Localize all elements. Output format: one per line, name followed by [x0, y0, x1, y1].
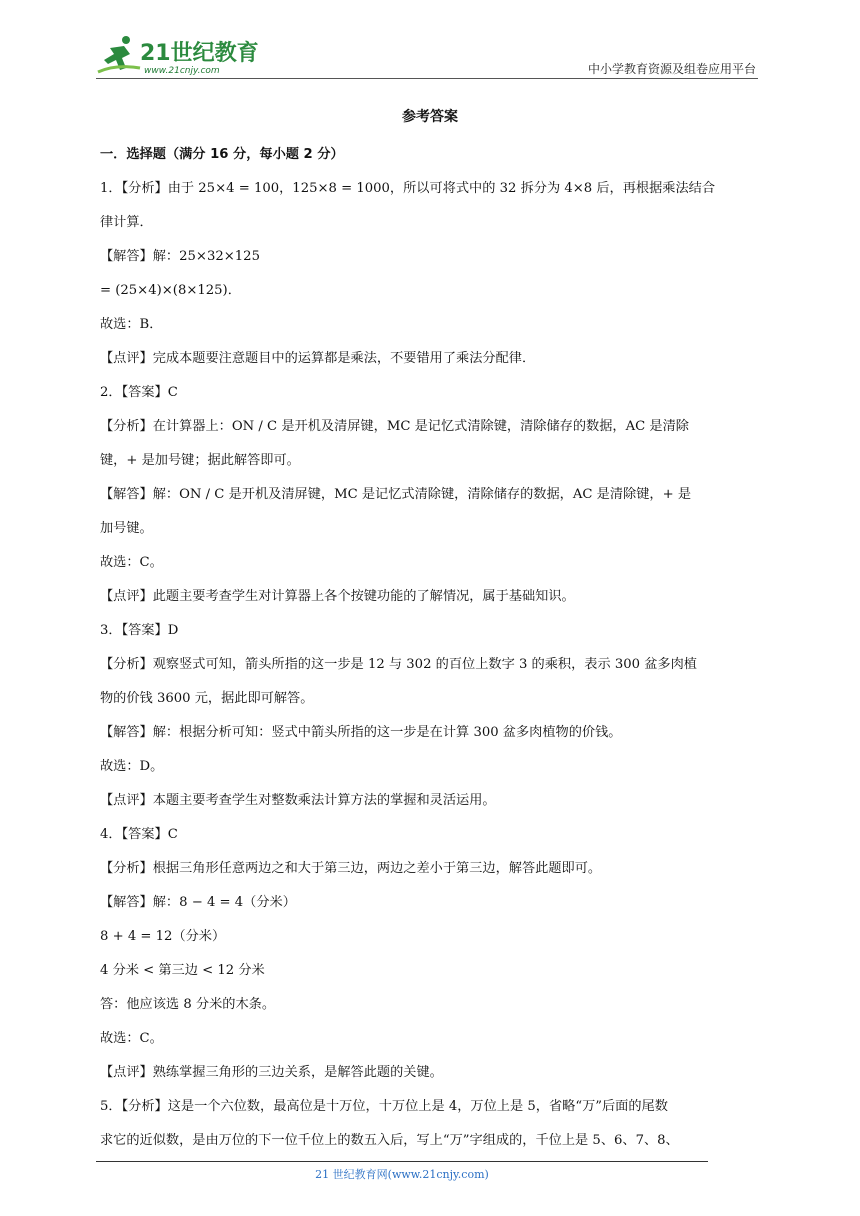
text-line: 加号键。 — [100, 521, 153, 536]
text-line: 【点评】完成本题要注意题目中的运算都是乘法，不要错用了乘法分配律． — [100, 351, 536, 366]
text-line: 故选：C。 — [100, 1031, 163, 1046]
text-line: 3．【答案】D — [100, 623, 179, 638]
text-line: 故选：B． — [100, 317, 163, 332]
page-header — [0, 0, 860, 80]
logo-url: www.21cnjy.com — [144, 66, 220, 76]
text-line: 【解答】解：根据分析可知：竖式中箭头所指的这一步是在计算 300 盆多肉植物的价钱。 — [100, 725, 622, 740]
text-line: 【点评】熟练掌握三角形的三边关系，是解答此题的关键。 — [100, 1065, 443, 1080]
text-line: 2．【答案】C — [100, 385, 178, 400]
text-line: 【点评】本题主要考查学生对整数乘法计算方法的掌握和灵活运用。 — [100, 793, 496, 808]
header-divider — [96, 78, 758, 79]
text-line: 【解答】解：25×32×125 — [100, 249, 260, 264]
text-line: 8 + 4 = 12（分米） — [100, 929, 226, 944]
site-logo — [96, 34, 266, 80]
text-line: 故选：C。 — [100, 555, 163, 570]
footer-divider — [96, 1161, 708, 1162]
text-line: 物的价钱 3600 元，据此即可解答。 — [100, 691, 314, 706]
text-line: 故选：D。 — [100, 759, 164, 774]
runner-icon — [96, 34, 142, 74]
text-line: 键，+ 是加号键；据此解答即可。 — [100, 453, 300, 468]
text-line: 5．【分析】这是一个六位数，最高位是十万位，十万位上是 4，万位上是 5，省略“万”后面的尾数 — [100, 1099, 668, 1114]
page-title: 参考答案 — [402, 109, 458, 125]
text-line: 【分析】根据三角形任意两边之和大于第三边，两边之差小于第三边，解答此题即可。 — [100, 861, 602, 876]
text-line: 1．【分析】由于 25×4 = 100，125×8 = 1000，所以可将式中的 32 拆分为 4×8 后，再根据乘法结合 — [100, 181, 716, 196]
logo-text: 21世纪教育 — [140, 41, 259, 66]
text-line: 【解答】解：8 − 4 = 4（分米） — [100, 895, 296, 910]
text-line: 【分析】观察竖式可知，箭头所指的这一步是 12 与 302 的百位上数字 3 的乘积，表示 300 盆多肉植 — [100, 657, 697, 672]
text-line: = (25×4)×(8×125)． — [100, 283, 241, 298]
text-line: 答：他应该选 8 分米的木条。 — [100, 997, 276, 1012]
text-line: 【分析】在计算器上：ON / C 是开机及清屏键，MC 是记忆式清除键，清除储存的数据，AC 是清除 — [100, 419, 689, 434]
text-line: 求它的近似数，是由万位的下一位千位上的数五入后，写上“万”字组成的，千位上是 5、6、7、8、 — [100, 1133, 679, 1148]
text-line: 4 分米 < 第三边 < 12 分米 — [100, 963, 265, 978]
answer-content — [100, 138, 762, 1158]
platform-name: 中小学教育资源及组卷应用平台 — [587, 62, 756, 76]
text-line: 律计算． — [100, 215, 153, 230]
section-heading: 一．选择题（满分 16 分，每小题 2 分） — [100, 147, 344, 162]
text-line: 【解答】解：ON / C 是开机及清屏键，MC 是记忆式清除键，清除储存的数据，AC 是清除键，+ 是 — [100, 487, 692, 502]
text-line: 4．【答案】C — [100, 827, 178, 842]
text-line: 【点评】此题主要考查学生对计算器上各个按键功能的了解情况，属于基础知识。 — [100, 589, 575, 604]
page-footer: 21 世纪教育网(www.21cnjy.com) — [315, 1168, 489, 1181]
